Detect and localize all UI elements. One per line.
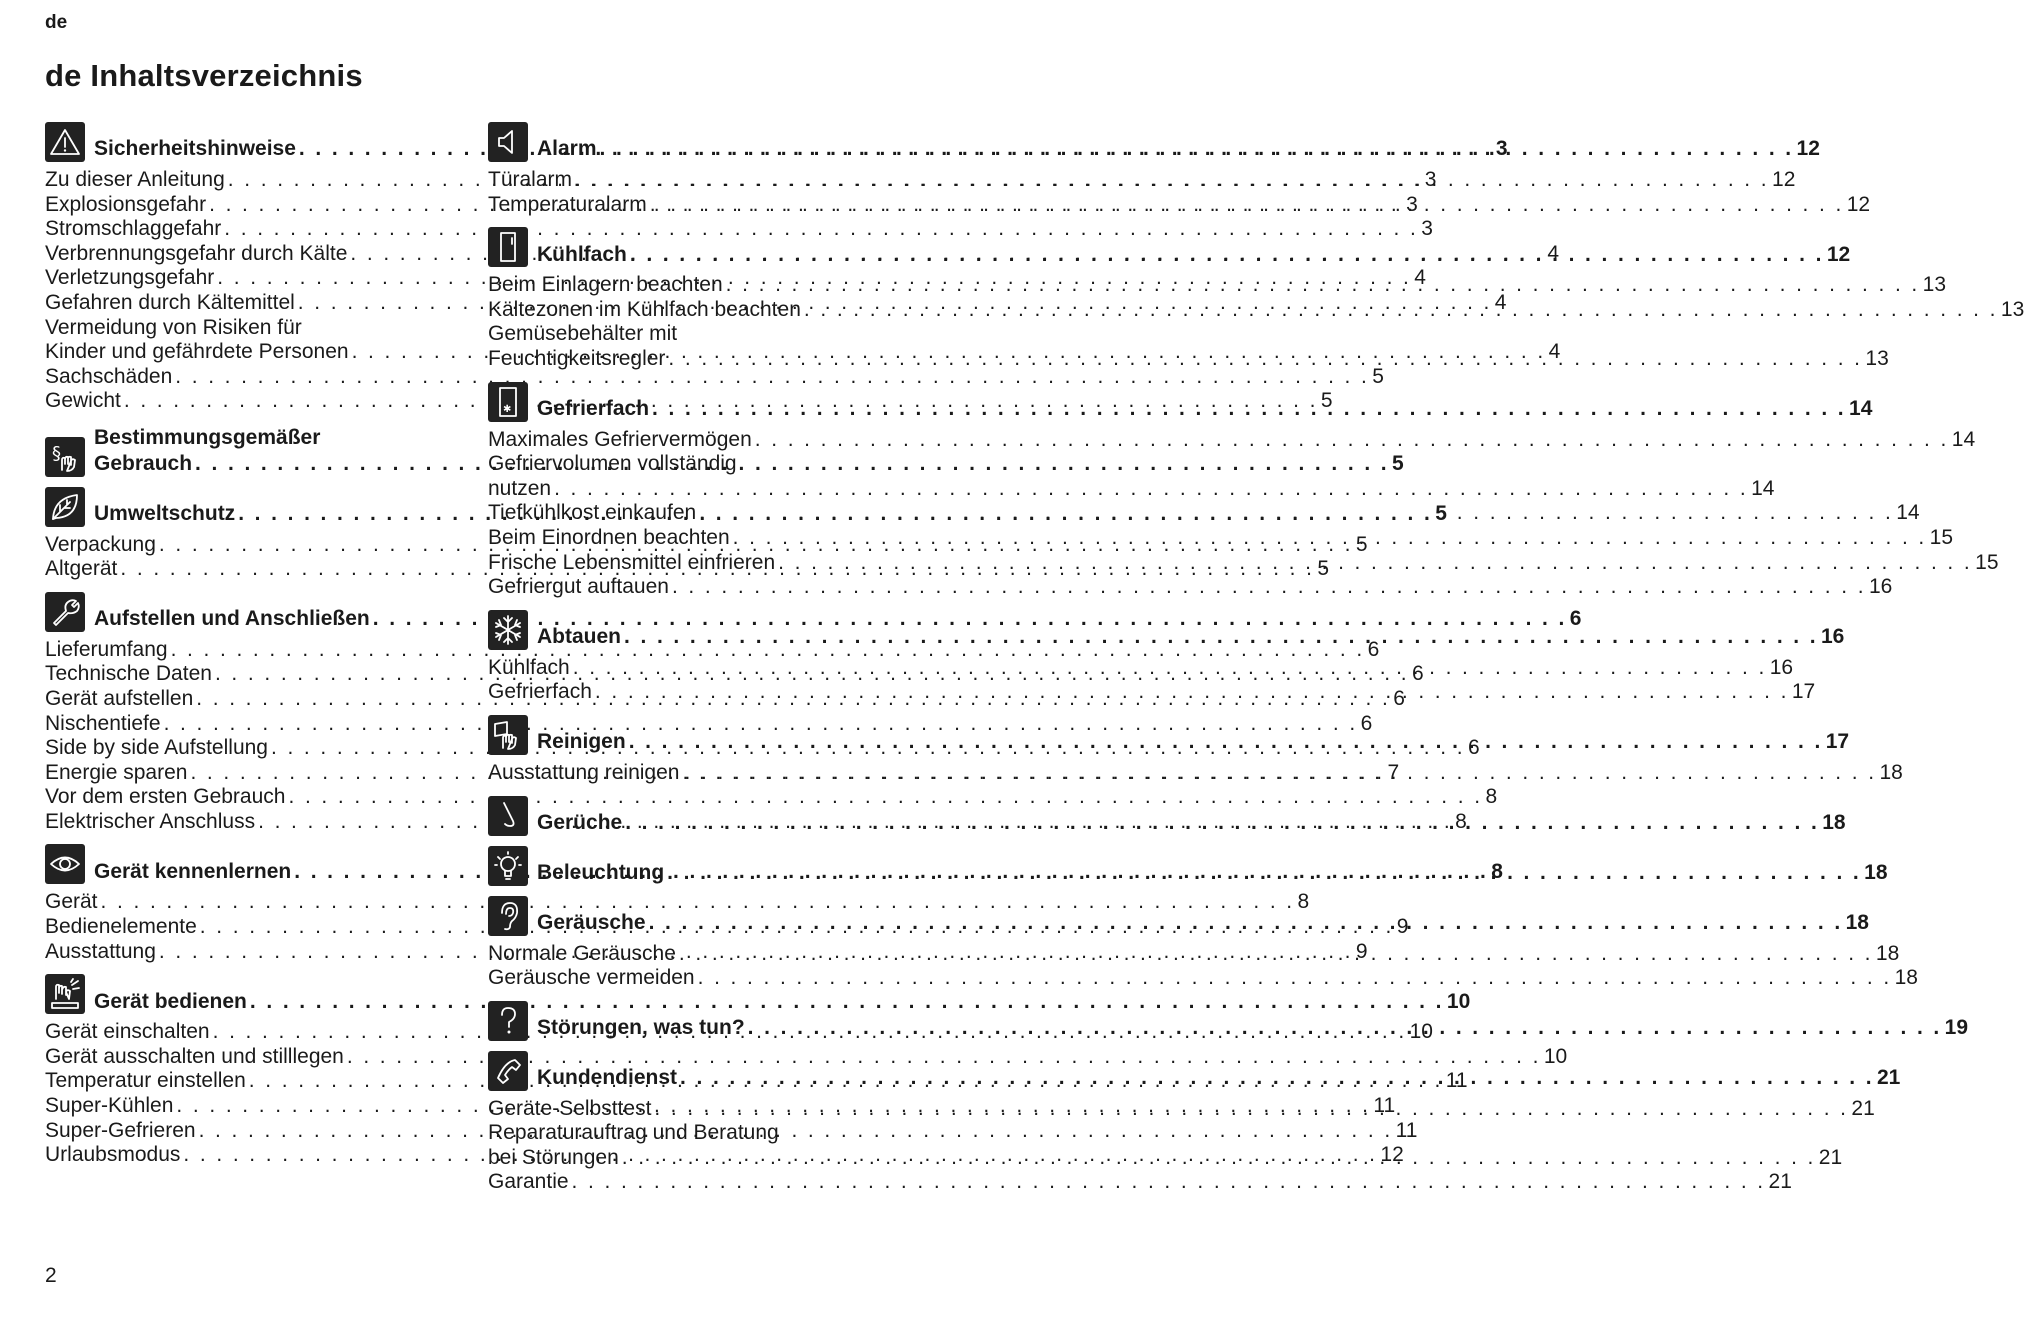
section-heading[interactable]	[488, 382, 1873, 422]
section-title-label: Gebrauch	[94, 451, 193, 475]
toc-entry-label: Kinder und gefährdete Personen	[45, 340, 349, 364]
section-title[interactable]	[537, 861, 1888, 886]
section-heading[interactable]	[488, 715, 1850, 755]
section-title-label: Störungen, was tun?	[537, 1016, 745, 1040]
toc-entry-page: 18	[1875, 941, 1900, 965]
section-title-label: Reinigen	[537, 730, 626, 754]
hand-press-icon	[45, 974, 85, 1014]
toc-entry-label: Sachschäden	[45, 364, 173, 388]
section-title-page: 18	[1822, 810, 1846, 834]
toc-entry-label: Super-Gefrieren	[45, 1118, 196, 1142]
dot-leader	[575, 168, 1769, 193]
dot-leader	[622, 1146, 1816, 1171]
toc-entry-label: Beim Einordnen beachten	[488, 525, 730, 549]
toc-entry-page: 12	[1772, 168, 1796, 191]
toc-entry-page: 14	[1751, 476, 1775, 500]
toc-entry-label: Gerät ausschalten und stilllegen	[45, 1044, 344, 1068]
toc-entry-label: Frische Lebensmittel einfrieren	[488, 550, 776, 574]
toc-entry-label: Kühlfach	[488, 655, 570, 679]
snowflake-icon	[488, 610, 528, 650]
toc-entry-label: Geräte-Selbsttest	[488, 1096, 652, 1120]
toc-section	[488, 122, 1871, 217]
section-title-page: 18	[1864, 860, 1888, 884]
toc-entry[interactable]	[45, 364, 1384, 390]
toc-entry-label: Energie sparen	[45, 760, 188, 784]
toc-entry-label: Super-Kühlen	[45, 1094, 174, 1118]
section-title[interactable]	[537, 811, 1846, 836]
section-entries	[488, 168, 1871, 217]
section-title-page: 12	[1796, 137, 1820, 161]
toc-entry[interactable]	[488, 966, 1918, 991]
toc-entry[interactable]	[488, 273, 1947, 298]
section-entries	[488, 273, 2024, 371]
toc-entry-label: Gerät aufstellen	[45, 686, 194, 710]
toc-entry-page: 14	[1896, 501, 1920, 525]
section-title-label: Gerät kennenlernen	[94, 859, 292, 883]
toc-entry-page: 21	[1818, 1145, 1843, 1169]
dot-leader	[680, 1066, 1874, 1091]
toc-entry-label: Geräusche vermeiden	[488, 966, 695, 990]
dot-leader	[600, 137, 1794, 162]
eye-icon	[45, 844, 85, 884]
toc-section	[488, 610, 1845, 705]
section-heading-text	[537, 861, 1888, 886]
toc-entry-page: 12	[1380, 1143, 1404, 1167]
toc-entry-label: Tiefkühlkost einkaufen	[488, 501, 697, 525]
toc-entry-label: Ausstattung reinigen	[488, 760, 680, 784]
toc-entry[interactable]	[488, 575, 1893, 600]
section-title[interactable]	[537, 137, 1820, 162]
section-title-label: Alarm	[537, 137, 597, 161]
section-title[interactable]	[537, 1066, 1900, 1091]
toc-entry[interactable]	[488, 192, 1871, 218]
toc-entry-page: 8	[1297, 890, 1310, 914]
section-title-label: Geräusche	[537, 910, 646, 934]
toc-entry-label: Technische Daten	[45, 662, 212, 686]
dot-leader	[572, 1170, 1766, 1195]
toc-entry[interactable]	[488, 550, 1999, 576]
dot-leader	[733, 526, 1927, 551]
dot-leader	[698, 966, 1892, 991]
toc-entry-label: Nischentiefe	[45, 711, 161, 735]
toc-entry-page: 5	[1372, 364, 1384, 388]
section-heading-text	[537, 397, 1872, 422]
toc-entry-label: Kältezonen im Kühlfach beachten	[488, 297, 801, 321]
toc-entry-page: 16	[1868, 575, 1893, 599]
toc-entry-line: Reparaturauftrag und Beratung	[488, 1121, 779, 1145]
section-title-page: 3	[1495, 137, 1508, 161]
section-heading[interactable]	[488, 796, 1846, 836]
cleaning-icon	[488, 715, 528, 755]
section-entries	[488, 760, 1903, 786]
toc-entry-label: Temperaturalarm	[488, 192, 647, 216]
toc-section	[488, 227, 2024, 371]
section-title-label: Abtauen	[537, 625, 621, 649]
toc-entry-page: 3	[1406, 192, 1418, 216]
section-title-page: 19	[1944, 1016, 1969, 1040]
section-title-page: 10	[1446, 989, 1471, 1013]
section-title-label: Gerüche	[537, 810, 623, 834]
section-title-label: Aufstellen und Anschließen	[94, 607, 370, 631]
section-heading[interactable]	[488, 896, 1869, 936]
section-title-label: Kühlfach	[537, 242, 627, 266]
toc-entry-label: Verletzungsgefahr	[45, 266, 215, 290]
toc-entry[interactable]	[488, 168, 1796, 193]
toc-entry-page: 21	[1768, 1170, 1792, 1194]
toc-entry-label: Gefahren durch Kältemittel	[45, 290, 295, 314]
leaf-icon	[45, 487, 85, 527]
section-heading-text	[537, 911, 1869, 936]
toc-entry[interactable]	[488, 427, 1976, 453]
dot-leader	[625, 811, 1819, 836]
svg-text:✱: ✱	[503, 403, 512, 415]
section-heading-text	[537, 1016, 1968, 1041]
toc-entry-label: Normale Geräusche	[488, 941, 676, 965]
dot-leader	[649, 911, 1843, 936]
toc-entry-label: Verbrennungsgefahr durch Kälte	[45, 241, 348, 265]
dot-leader	[699, 501, 1893, 526]
paragraph-hand-icon	[45, 437, 85, 477]
toc-entry-label: Gefrierfach	[488, 680, 592, 704]
dot-leader	[672, 575, 1866, 600]
toc-entry-label: Stromschlaggefahr	[45, 217, 222, 241]
toc-entry-label: Bedienelemente	[45, 915, 197, 939]
dot-leader	[682, 761, 1876, 786]
toc-entry-page: 9	[1355, 939, 1368, 963]
section-title-label: Sicherheitshinweise	[94, 137, 296, 161]
section-heading[interactable]	[488, 122, 1820, 162]
toc-entry-label: Gefriergut auftauen	[488, 575, 669, 599]
section-heading[interactable]	[488, 227, 1851, 267]
dot-leader	[668, 347, 1862, 372]
dot-leader	[804, 298, 1998, 323]
section-heading-text	[537, 625, 1844, 650]
toc-entry-line: Gefriervolumen vollständig	[488, 452, 737, 476]
section-heading-text	[537, 1066, 1900, 1091]
toc-entry-page: 4	[1547, 241, 1560, 265]
toc-entry-page: 4	[1548, 340, 1561, 364]
toc-entry-page: 10	[1543, 1044, 1568, 1068]
speaker-icon	[488, 122, 528, 162]
warning-icon	[45, 122, 85, 162]
toc-entry-page: 12	[1846, 192, 1871, 216]
dot-leader	[595, 680, 1789, 705]
section-title-page: 6	[1569, 607, 1582, 631]
section-title-label: Kundendienst	[537, 1066, 677, 1090]
toc-entry-label: Garantie	[488, 1170, 569, 1194]
toc-entry-page: 11	[1395, 1118, 1418, 1142]
dot-leader	[652, 397, 1846, 422]
toc-entry-page: 6	[1411, 662, 1424, 686]
toc-entry[interactable]	[488, 297, 2024, 323]
toc-entry-page: 6	[1367, 637, 1380, 661]
toc-entry-label: nutzen	[488, 476, 552, 500]
wrench-icon	[45, 592, 85, 632]
toc-entry[interactable]	[488, 760, 1903, 786]
toc-entry-page: 6	[1467, 736, 1480, 760]
dot-leader	[679, 939, 1873, 967]
section-heading-text	[537, 730, 1849, 755]
section-heading-text	[537, 137, 1820, 162]
section-heading-text	[537, 243, 1850, 268]
page-title: de Inhaltsverzeichnis	[45, 58, 363, 93]
section-title-page: 5	[1435, 501, 1447, 525]
toc-entry-page: 11	[1373, 1094, 1396, 1118]
toc-entry-page: 5	[1320, 389, 1333, 413]
toc-entry-label: Feuchtigkeitsregler	[488, 346, 666, 370]
section-heading-text	[537, 811, 1846, 836]
toc-entry[interactable]	[45, 711, 1373, 737]
dot-leader	[778, 551, 1972, 576]
toc-entry[interactable]	[488, 501, 1920, 526]
toc-entry-label: Beim Einlagern beachten	[488, 273, 723, 297]
ear-icon	[488, 896, 528, 936]
toc-entry[interactable]	[45, 785, 1498, 810]
dot-leader	[630, 243, 1824, 268]
section-title[interactable]	[537, 243, 1850, 268]
toc-section	[488, 896, 1918, 991]
toc-entry-label: Altgerät	[45, 557, 118, 581]
section-title-page: 21	[1877, 1066, 1901, 1090]
toc-entry-page: 8	[1485, 785, 1498, 809]
question-icon	[488, 1001, 528, 1041]
toc-entry-page: 10	[1409, 1020, 1433, 1044]
toc-entry-page: 18	[1894, 966, 1918, 990]
toc-entry-label: Vor dem ersten Gebrauch	[45, 785, 286, 809]
toc-entry-label: Türalarm	[488, 168, 573, 191]
toc-entry-label: Verpackung	[45, 532, 156, 556]
freezer-icon	[488, 382, 528, 422]
toc-entry[interactable]	[488, 655, 1794, 681]
dot-leader	[624, 625, 1818, 650]
dot-leader	[573, 656, 1767, 681]
section-title-page: 16	[1821, 625, 1845, 649]
section-heading[interactable]	[45, 592, 1582, 632]
toc-entry-page: 13	[2000, 297, 2024, 321]
toc-section	[488, 846, 1888, 886]
dot-leader	[629, 730, 1823, 755]
section-title[interactable]	[537, 911, 1869, 936]
toc-entry-label: Maximales Gefriervermögen	[488, 427, 752, 451]
dot-leader	[650, 193, 1844, 218]
toc-entry-page: 21	[1851, 1096, 1875, 1120]
toc-entry[interactable]	[488, 1170, 1792, 1195]
toc-entry-label: Lieferumfang	[45, 637, 168, 661]
dot-leader	[755, 428, 1949, 453]
toc-entry-page: 13	[1865, 346, 1889, 370]
bulb-icon	[488, 846, 528, 886]
toc-entry[interactable]	[488, 680, 1816, 705]
toc-entry-label: bei Störungen	[488, 1145, 619, 1169]
toc-entry-label: Ausstattung	[45, 939, 156, 963]
toc-entry[interactable]	[488, 525, 1954, 551]
toc-entry[interactable]	[45, 217, 1433, 242]
dot-leader	[654, 1097, 1848, 1122]
dot-leader	[726, 273, 1920, 298]
toc-entry-page: 8	[1455, 809, 1467, 833]
toc-entry-page: 11	[1445, 1069, 1468, 1093]
section-title-label: Gefrierfach	[537, 396, 650, 420]
nose-icon	[488, 796, 528, 836]
language-tag: de	[45, 12, 68, 33]
dot-leader	[554, 477, 1748, 502]
toc-entry-page: 9	[1396, 915, 1409, 939]
section-title-line: Bestimmungsgemäßer	[94, 425, 321, 449]
toc-entry-page: 6	[1360, 711, 1373, 735]
phone-icon	[488, 1051, 528, 1091]
toc-entry-page: 18	[1879, 760, 1903, 784]
section-title-page: 12	[1826, 242, 1851, 266]
section-title-page: 18	[1845, 910, 1869, 934]
toc-entry[interactable]	[45, 1044, 1568, 1070]
toc-entry[interactable]	[45, 890, 1310, 915]
toc-entry-page: 7	[1387, 760, 1400, 784]
section-entries	[488, 941, 1918, 991]
toc-section	[488, 382, 1999, 600]
toc-entry-label: Gewicht	[45, 389, 121, 413]
toc-entry-label: Gerät	[45, 890, 98, 914]
toc-entry-label: Elektrischer Anschluss	[45, 809, 256, 833]
toc-entry-page: 15	[1929, 525, 1954, 549]
toc-entry-page: 3	[1424, 168, 1437, 191]
svg-text:§: §	[52, 442, 61, 464]
section-title[interactable]	[537, 730, 1849, 755]
toc-entry-page: 6	[1393, 686, 1405, 710]
section-heading[interactable]	[488, 610, 1845, 650]
toc-entry-page: 13	[1922, 273, 1947, 297]
section-title-label: Umweltschutz	[94, 501, 236, 525]
section-title[interactable]	[537, 1016, 1968, 1041]
fridge-icon	[488, 227, 528, 267]
section-title[interactable]	[537, 625, 1844, 650]
section-title-label: Beleuchtung	[537, 860, 665, 884]
toc-entry-label: Temperatur einstellen	[45, 1069, 246, 1093]
dot-leader	[748, 1016, 1942, 1041]
toc-entry-page: 16	[1769, 655, 1794, 679]
section-title-page: 5	[1392, 451, 1404, 475]
toc-entry-page: 5	[1355, 532, 1368, 556]
toc-entry-page: 4	[1494, 290, 1507, 314]
section-title-page: 8	[1491, 859, 1503, 883]
toc-section	[488, 796, 1846, 836]
toc-entry-label: Side by side Aufstellung	[45, 736, 268, 760]
section-entries	[488, 427, 1999, 600]
toc-entry-page: 4	[1414, 266, 1426, 290]
toc-entry-page: 15	[1975, 550, 1999, 574]
section-title-page: 17	[1825, 730, 1850, 754]
section-entries	[488, 655, 1816, 705]
toc-section	[488, 715, 1903, 786]
toc-entry-label: Explosionsgefahr	[45, 192, 207, 216]
section-title-label: Gerät bedienen	[94, 989, 247, 1013]
dot-leader	[667, 861, 1861, 886]
toc-entry-label: Gerät einschalten	[45, 1020, 210, 1044]
toc-entry-label: Zu dieser Anleitung	[45, 168, 225, 191]
toc-entry[interactable]	[488, 941, 1900, 967]
toc-entry-label: Urlaubsmodus	[45, 1143, 181, 1167]
toc-entry-line: Vermeidung von Risiken für	[45, 315, 302, 339]
page-number: 2	[45, 1264, 57, 1287]
toc-entry-page: 14	[1951, 427, 1976, 451]
toc-entry[interactable]	[488, 346, 1889, 372]
section-title[interactable]	[537, 397, 1872, 422]
section-heading[interactable]	[488, 846, 1888, 886]
toc-entry-page: 17	[1791, 680, 1816, 704]
toc-entry[interactable]	[488, 476, 1775, 502]
toc-entry-page: 5	[1317, 557, 1330, 581]
toc-entry-page: 3	[1421, 217, 1433, 241]
toc-entry-line: Gemüsebehälter mit	[488, 322, 678, 346]
section-title-page: 14	[1849, 396, 1873, 420]
